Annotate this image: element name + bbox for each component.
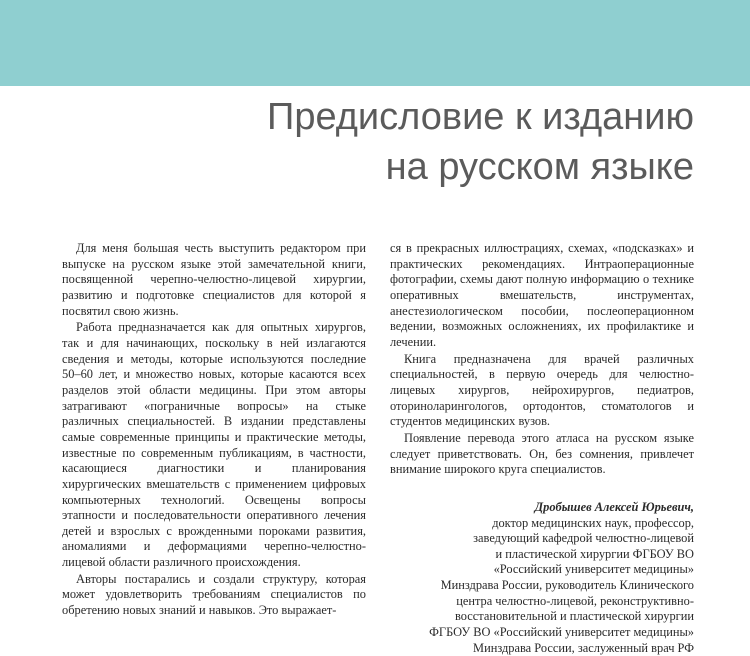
signature-block: [390, 500, 694, 656]
paragraph: Работа предназначается как для опытных хирургов, так и для начинающих, поскольку в ней излагаются сведения и методы, которые используются последние 50–60 лет, и множество новых, которые касаются всех разделов этой области медицины. При этом авторы затрагивают «пограничные вопросы» на стыке различных специальностей. В издании представлены самые современные принципы и практические методы, известные по современным публикациям, в частности, касающиеся диагностики и планирования хирургических вмешательств с применением цифровых компьютерных технологий. Освещены вопросы этапности и последовательности оперативного лечения детей и взрослых с врожденными пороками развития, аномалиями и деформациями черепно-челюстно-лицевой области различного происхождения.: [62, 320, 366, 570]
signature-name: Дробышев Алексей Юрьевич,: [534, 499, 694, 514]
page-title: [267, 92, 694, 192]
signature-line: доктор медицинских наук, профессор,: [492, 515, 694, 530]
signature-line: восстановительной и пластической хирургии: [455, 609, 694, 624]
signature-line: ФГБОУ ВО «Российский университет медицины»: [429, 625, 694, 640]
signature-line: «Российский университет медицины»: [493, 562, 694, 577]
paragraph: Появление перевода этого атласа на русском языке следует приветствовать. Он, без сомнения, привлечет внимание широкого круга специалистов.: [390, 430, 694, 477]
signature-line: заведующий кафедрой челюстно-лицевой: [473, 531, 694, 546]
left-text-column: [62, 241, 366, 619]
paragraph: Авторы постарались и создали структуру, которая может удовлетворить требованиям специалистов по обретению новых знаний и навыков. Это выражает-: [62, 571, 366, 618]
title-line-2: на русском языке: [385, 146, 694, 188]
top-color-band: [0, 0, 750, 86]
right-text-column: [390, 241, 694, 656]
signature-line: и пластической хирургии ФГБОУ ВО: [495, 546, 694, 561]
paragraph: Для меня большая честь выступить редактором при выпуске на русском языке этой замечательной книги, посвященной черепно-челюстно-лицевой хирургии, развитию и подготовке специалистов для которой я посвятил свою жизнь.: [62, 241, 366, 318]
title-line-1: Предисловие к изданию: [267, 96, 694, 138]
signature-line: центра челюстно-лицевой, реконструктивно-: [456, 593, 694, 608]
signature-line: Минздрава России, заслуженный врач РФ: [473, 640, 694, 655]
signature-line: Минздрава России, руководитель Клинического: [440, 578, 694, 593]
paragraph: Книга предназначена для врачей различных специальностей, в первую очередь для челюстно-лицевых хирургов, нейрохирургов, педиатров, оториноларингологов, ортодонтов, стоматологов и студентов медицинских вузов.: [390, 351, 694, 429]
paragraph-continuation: ся в прекрасных иллюстрациях, схемах, «подсказках» и практических рекомендациях. Интраоперационные фотографии, схемы дают полную информацию о технике оперативных вмешательств, инструментах, анестезиологическом пособии, послеоперационном ведении, возможных осложнениях, их профилактике и лечении.: [390, 241, 694, 349]
